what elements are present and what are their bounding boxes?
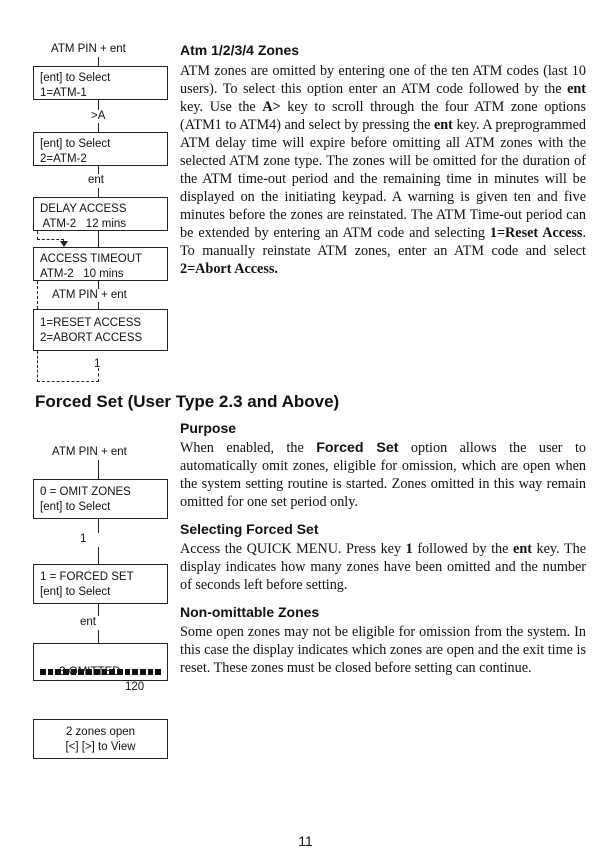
- atm-text: key. A preprogrammed ATM delay time will expire before omitting all ATM zones with the selected ATM zone type. The zones will be omitted for the duration of the ATM time-out period and the remaining time in minutes will be displayed on the initiating keypad. A warning is given ten and five minutes before the zones are reinstated. The ATM Time-out period can be extended by entering an ATM code and selecting: [180, 117, 586, 241]
- flow1-box3-line2: ATM-2 12 mins: [40, 218, 127, 230]
- flow2-step3-label: ent: [80, 616, 96, 628]
- flow2-box-zones-open: [33, 719, 168, 759]
- flow1-step2-label: >A: [91, 110, 106, 122]
- purpose-heading: Purpose: [180, 420, 237, 436]
- nonomit-heading: Non-omittable Zones: [180, 604, 320, 620]
- flow1-box2-line1: [ent] to Select: [40, 138, 111, 150]
- selecting-heading: Selecting Forced Set: [180, 521, 319, 537]
- flow2-step1-label: ATM PIN + ent: [52, 446, 127, 458]
- atm-bold-ent: ent: [567, 81, 586, 97]
- forced-set-title: Forced Set (User Type 2.3 and Above): [35, 392, 340, 411]
- purpose-text: When enabled, the: [180, 440, 317, 456]
- purpose-bold-forced-set: Forced Set: [316, 440, 399, 456]
- selecting-paragraph: [180, 540, 586, 594]
- nonomit-paragraph: Some open zones may not be eligible for omission from the system. In this case the display indicates which zones are open and the exit time is reset. These zones must be closed before setting can continue.: [180, 624, 586, 676]
- flow1-step1-label: ATM PIN + ent: [51, 43, 126, 55]
- flow1-step4-label: ATM PIN + ent: [52, 289, 127, 301]
- flow2-step2-label: 1: [80, 533, 87, 545]
- atm-text: ATM zones are omitted by entering one of the ten ATM codes (last 10 users). To select this option enter an ATM code followed by the: [180, 63, 586, 97]
- flow2-box-omit-zones: [33, 479, 168, 519]
- flow1-box4-line1: ACCESS TIMEOUT: [40, 253, 143, 265]
- atm-bold-ent: ent: [433, 117, 453, 133]
- atm-text: key to scroll through the four ATM zone options (ATM1 to ATM4) and select by pressing the: [180, 99, 586, 133]
- selecting-text: key. The display indicates how many zones have been omitted and the number of seconds left before setting.: [180, 541, 586, 593]
- page-number: 11: [298, 833, 313, 849]
- atm-text: . To manually reinstate ATM zones, enter an ATM code and select: [180, 225, 586, 259]
- flow1-box1-line1: [ent] to Select: [40, 72, 111, 84]
- flow2-box4-line2: [<] [>] to View: [65, 741, 136, 753]
- flow2-box1-line1: 0 = OMIT ZONES: [40, 486, 131, 498]
- flow1-step3-label: ent: [88, 174, 104, 186]
- flow2-connector: [98, 519, 99, 533]
- flow2-connector: [98, 630, 99, 643]
- purpose-paragraph: [180, 439, 586, 511]
- selecting-text: Access the QUICK MENU. Press key: [180, 541, 406, 557]
- atm-text: key. Use the: [180, 99, 263, 115]
- flow1-box1-line2: 1=ATM-1: [40, 87, 87, 99]
- flow1-box3-line1: DELAY ACCESS: [40, 203, 127, 215]
- atm-bold-reset-access: 1=Reset Access: [489, 225, 583, 241]
- flow2-seconds-left: 120: [125, 681, 145, 693]
- flow2-connector: [98, 547, 99, 564]
- flow1-loop-label: 1: [94, 358, 101, 370]
- flow2-connector: [98, 604, 99, 616]
- atm-bold-abort-access: 2=Abort Access.: [180, 261, 278, 277]
- flow2-box-omitted-countdown: [33, 643, 168, 693]
- flow2-omitted-count: 3 OMITTED: [59, 666, 121, 678]
- flow2-box2-line2: [ent] to Select: [40, 586, 111, 598]
- selecting-bold-ent: ent: [513, 541, 532, 557]
- atm-heading: Atm 1/2/3/4 Zones: [180, 42, 300, 58]
- flow2-box2-line1: 1 = FORCED SET: [40, 571, 134, 583]
- flow2-box-forced-set: [33, 564, 168, 604]
- selecting-text: followed by the: [412, 541, 514, 557]
- flow1-box2-line2: 2=ATM-2: [40, 153, 87, 165]
- forced-set-section: [180, 419, 586, 677]
- atm-bold-a-key: A>: [262, 99, 281, 115]
- purpose-text: option allows the user to automatically omit zones, eligible for omission, which are open when the system setting routine is started. Zones omitted in this way remain omitted for one set period only.: [180, 440, 586, 510]
- flow1-box4-line2: ATM-2 10 mins: [40, 268, 124, 280]
- flow2-connector: [98, 460, 99, 479]
- flow1-box5-line1: 1=RESET ACCESS: [40, 317, 142, 329]
- flow2-box1-line2: [ent] to Select: [40, 501, 111, 513]
- selecting-bold-key: 1: [405, 541, 413, 557]
- flow1-box5-line2: 2=ABORT ACCESS: [40, 332, 143, 344]
- flow2-box4-line1: 2 zones open: [65, 726, 136, 738]
